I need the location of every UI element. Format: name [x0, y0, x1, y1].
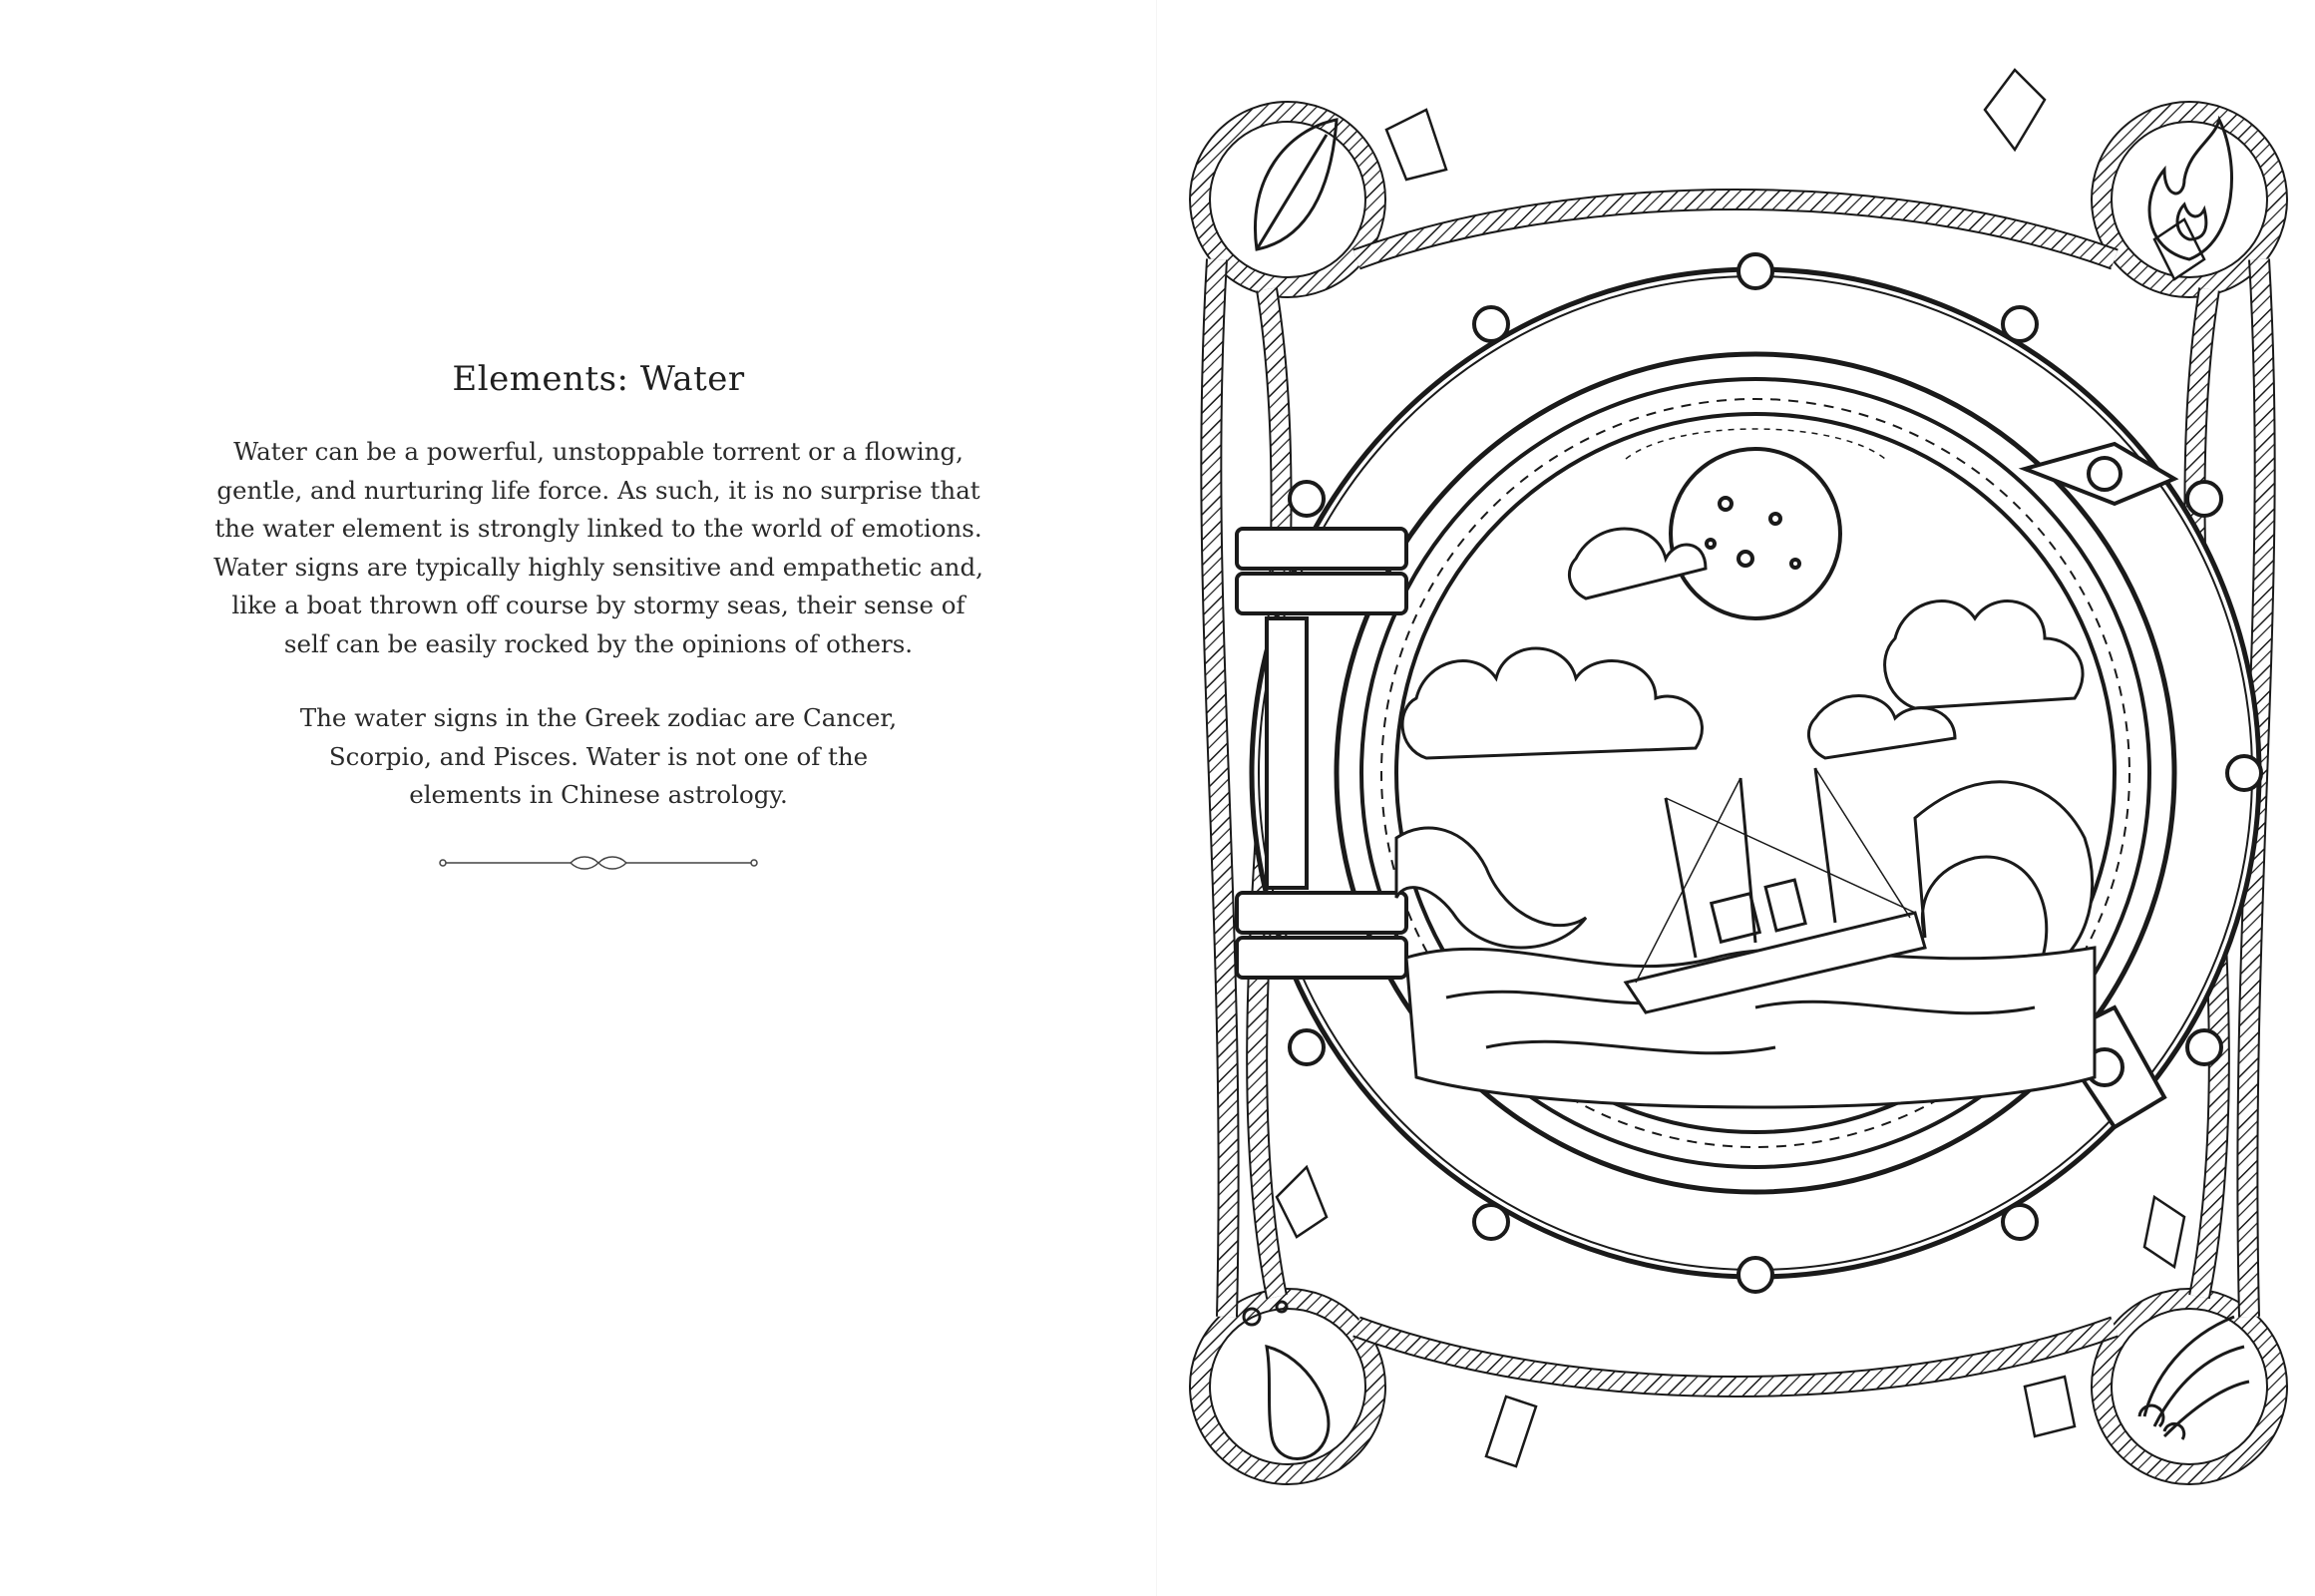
rope-ring-bottom-right — [2102, 1299, 2277, 1474]
page-title: Elements: Water — [452, 359, 745, 399]
water-drop-icon — [1244, 1302, 1329, 1459]
porthole-illustration — [1157, 0, 2315, 1596]
text-block — [160, 359, 1037, 873]
wind-icon — [2139, 1317, 2249, 1439]
rope-ring-bottom-left — [1200, 1299, 1375, 1474]
signs-paragraph: The water signs in the Greek zodiac are Cancer, Scorpio, and Pisces. Water is not one of the elements in Chinese astrology. — [299, 703, 898, 809]
porthole-frame — [1252, 269, 2259, 1277]
divider-ornament — [439, 853, 758, 873]
intro-paragraph: Water can be a powerful, unstoppable torrent or a flowing, gentle, and nurturing life force. As such, it is no surprise that the water element is strongly linked to the world of emotions. Water signs are typically highly sensitive and empathetic and, like a boat thrown off course by stormy seas, their sense of self can be easily rocked by the opinions of others. — [213, 437, 983, 658]
left-page — [0, 0, 1157, 1596]
leaf-icon — [1255, 120, 1337, 249]
